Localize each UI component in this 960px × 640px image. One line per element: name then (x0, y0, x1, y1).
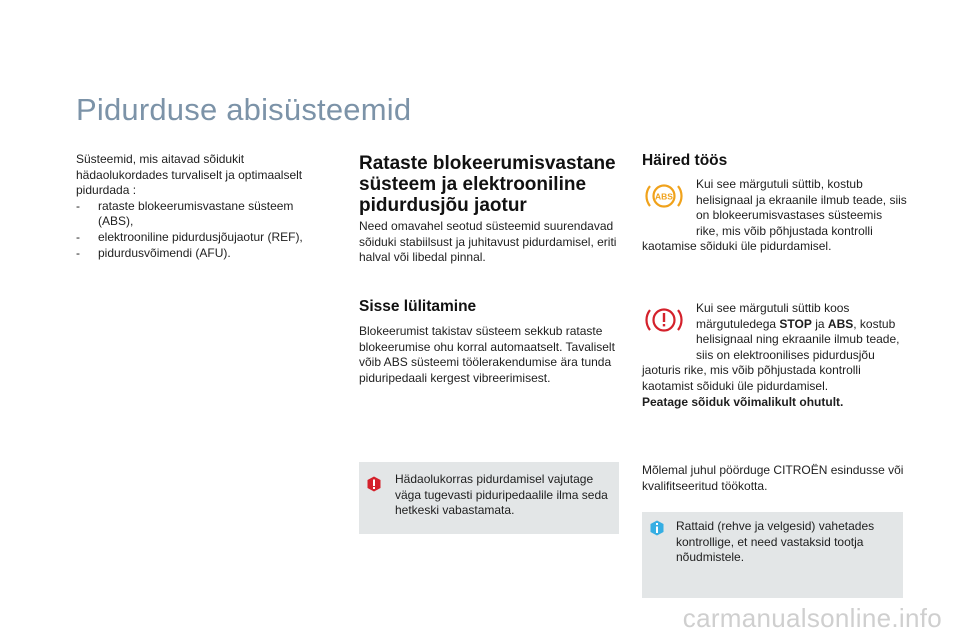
warning-box (359, 462, 619, 534)
bullet-dash: - (76, 245, 80, 260)
warning-exclamation-icon (367, 476, 381, 492)
stop-text-part-2: , kostub helisignaal ning ekraanile ilmub teade, siis on elektroonilises pidurdusjõu jaoturis rike, mis võib põhjustada kontrolli kaotamist sõiduki üle pidurdamisel. (642, 316, 900, 393)
activation-text: Blokeerumist takistav süsteem sekkub rataste blokeerumise ohu korral automaatselt. Tavaliselt võib ABS süsteemi töölerakendumise ära tunda piduripedaali kergest vibreerimisest. (359, 324, 615, 385)
stop-malfunction-text (642, 301, 908, 410)
watermark: carmanualsonline.info (682, 603, 942, 633)
info-icon (650, 520, 664, 536)
list-item-text: elektrooniline pidurdusjõujaotur (REF), (98, 229, 303, 244)
bullet-dash: - (76, 229, 80, 244)
list-item-text: pidurdusvõimendi (AFU). (98, 245, 231, 260)
stop-word: STOP (779, 316, 812, 331)
malfunction-heading: Häired töös (642, 152, 728, 169)
and-word: ja (815, 316, 825, 331)
bullet-dash: - (76, 198, 80, 213)
info-text: Rattaid (rehve ja velgesid) vahetades kontrollige, et need vastaksid tootja nõudmistele. (676, 519, 875, 565)
activation-heading: Sisse lülitamine (359, 298, 477, 315)
abs-section-heading: Rataste blokeerumisvastane süsteem ja elektrooniline pidurdusjõu jaotur (359, 153, 616, 216)
info-box (642, 512, 903, 598)
page-title: Pidurduse abisüsteemid (76, 92, 412, 127)
abs-malfunction-paragraph: Kui see märgutuli süttib, kostub helisignaal ja ekraanile ilmub teade, siis on blokeerumisvastases süsteemis rike, mis võib põhjustada kontrolli kaotamise sõiduki üle pidurdamisel. (642, 177, 907, 254)
abs-word: ABS (827, 316, 854, 331)
stop-text-part-1: Kui see märgutuli süttib koos märgutuledega (696, 301, 850, 331)
system-list (76, 199, 326, 261)
abs-malfunction-text (642, 177, 908, 255)
intro-section (76, 152, 326, 261)
list-item-text: rataste blokeerumisvastane süsteem (ABS), (98, 198, 294, 229)
list-item (76, 246, 326, 262)
stop-emphasis: Peatage sõiduk võimalikult ohutult. (642, 394, 844, 409)
warning-text: Hädaolukorras pidurdamisel vajutage väga tugevasti piduripedaalile ilma seda hetkeski vabastamata. (395, 472, 608, 518)
intro-lead: Süsteemid, mis aitavad sõidukit hädaolukordades turvaliselt ja optimaalselt pidurdada : (76, 152, 303, 198)
dealer-text: Mõlemal juhul pöörduge CITROËN esindusse või kvalifitseeritud töökotta. (642, 463, 904, 493)
list-item (76, 230, 326, 246)
abs-section-text: Need omavahel seotud süsteemid suurendavad sõiduki stabiilsust ja juhitavust pidurdamisel, eriti halval või libedal pinnal. (359, 219, 617, 265)
abs-lamp-label: ABS (655, 191, 673, 202)
list-item (76, 199, 326, 230)
